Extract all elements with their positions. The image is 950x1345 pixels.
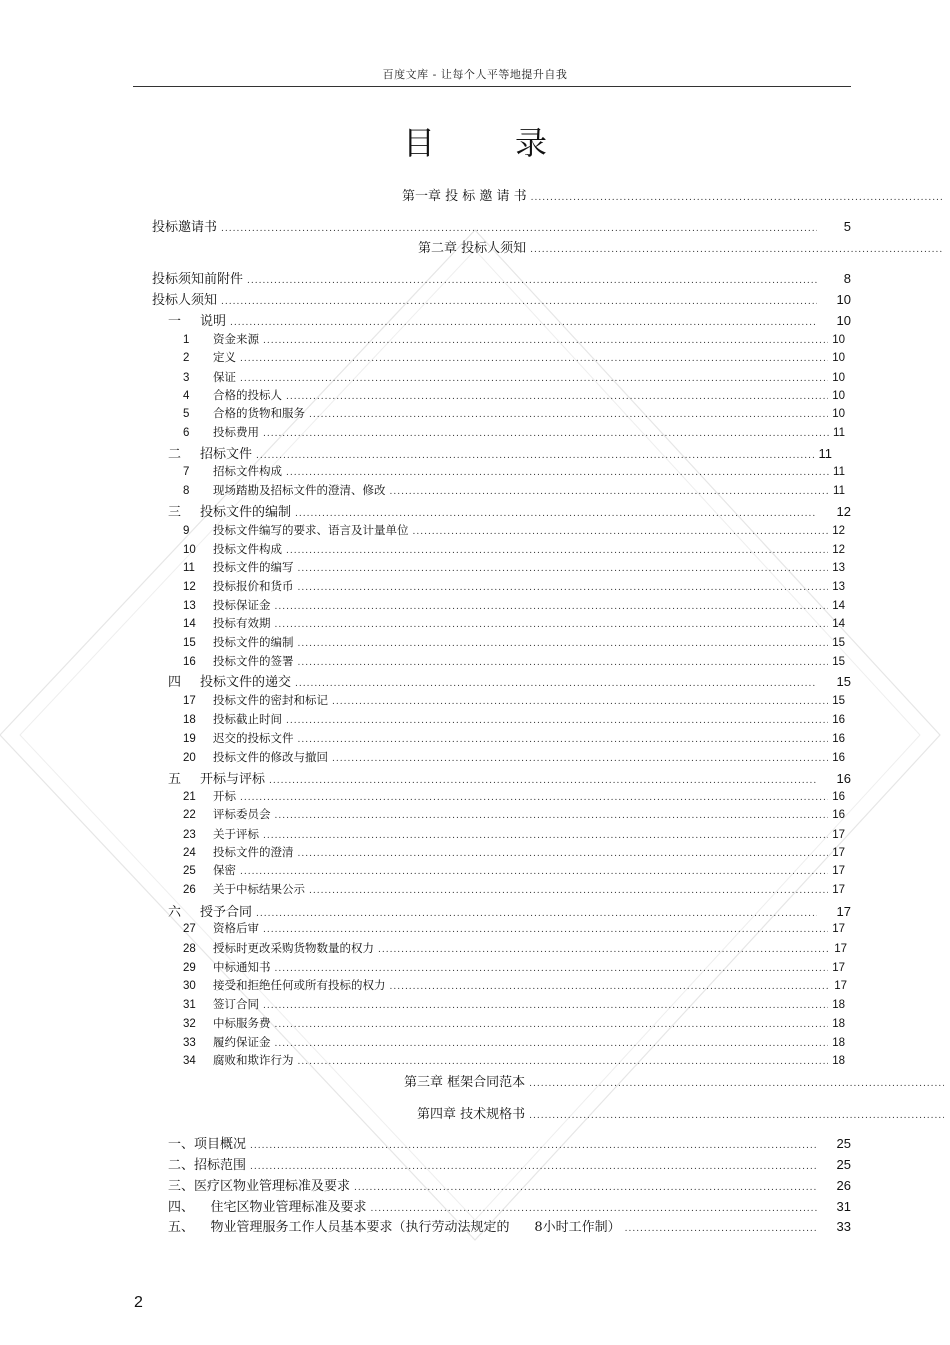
toc-item-label: 投标费用 [213,425,259,439]
page-number: 2 [134,1294,143,1311]
toc-leader [390,487,830,497]
toc-chapter-3[interactable] [404,1071,948,1090]
toc-chapter-label: 第二章 投标人须知 [418,241,527,256]
toc-leader [275,1020,829,1030]
toc-item-label: 评标委员会 [213,807,271,821]
toc-item-number: 7 [183,466,190,478]
toc-page-number: 12 [832,525,845,537]
toc-entry-label: 二、招标范围 [168,1158,247,1173]
toc-leader [378,945,830,955]
toc-section-label: 投标文件的编制 [200,505,292,520]
toc-item-number: 14 [183,618,196,630]
toc-item[interactable] [183,634,845,650]
toc-leader [529,1111,944,1121]
toc-item[interactable] [183,405,845,421]
toc-item[interactable] [183,881,845,897]
toc-page-number: 16 [832,791,845,803]
toc-item[interactable] [183,977,847,993]
toc-page-number: 17 [832,923,845,935]
toc-page-number: 14 [832,600,845,612]
toc-section[interactable] [168,768,851,787]
toc-page-number: 12 [836,504,851,519]
toc-item-number: 33 [183,1037,196,1049]
toc-entry-label: 投标须知前附件 [152,272,244,287]
toc-leader [332,754,828,764]
toc-item-number: 4 [183,390,190,402]
toc-leader [240,867,828,877]
toc-leader [256,451,814,461]
toc-item-number: 34 [183,1055,196,1067]
toc-item[interactable] [183,788,845,804]
toc-leader [298,735,829,745]
toc-item[interactable] [183,692,845,708]
toc-item-number: 31 [183,999,196,1011]
toc-leader [354,1183,817,1193]
toc-item-label: 招标文件构成 [213,464,282,478]
toc-entry-label: 五、 物业管理服务工作人员基本要求（执行劳动法规定的 8小时工作制） [168,1220,621,1235]
toc-section-label: 投标文件的递交 [200,675,292,690]
toc-chapter-4[interactable] [417,1103,948,1122]
toc-page-number: 8 [843,271,851,286]
toc-item[interactable] [183,749,845,765]
toc-item-number: 10 [183,544,196,556]
toc-item-number: 29 [183,962,196,974]
toc-leader [286,716,828,726]
toc-item[interactable] [183,920,845,936]
toc-page-number: 11 [833,485,845,497]
toc-item-number: 25 [183,865,196,877]
toc-item-label: 迟交的投标文件 [213,731,294,745]
toc-leader [309,886,828,896]
toc-leader [529,1079,944,1089]
toc-leader [263,831,828,841]
toc-leader [371,1204,817,1214]
toc-leader [250,1162,817,1172]
toc-page-number: 15 [832,695,845,707]
toc-page-number: 17 [832,884,845,896]
toc-entry[interactable] [168,1133,851,1152]
toc-page-number: 16 [832,733,845,745]
toc-item[interactable] [183,559,845,575]
toc-page-number: 17 [834,943,847,955]
toc-leader [275,811,829,821]
toc-item-number: 26 [183,884,196,896]
toc-leader [531,193,944,203]
toc-item-label: 接受和拒绝任何或所有投标的权力 [213,978,386,992]
toc-page-number: 17 [832,847,845,859]
toc-item-label: 资金来源 [213,332,259,346]
toc-item-number: 6 [183,427,190,439]
toc-page-number: 17 [832,865,845,877]
toc-item-label: 中标通知书 [213,960,271,974]
toc-item-number: 18 [183,714,196,726]
toc-entry[interactable] [152,268,851,287]
toc-item-label: 开标 [213,789,236,803]
toc-item[interactable] [183,482,845,498]
toc-item-label: 投标文件的编制 [213,635,294,649]
toc-leader [625,1224,817,1234]
toc-chapter-1[interactable] [402,185,948,204]
toc-entry[interactable] [168,1216,851,1235]
toc-item-label: 投标文件的编写 [213,560,294,574]
toc-page-number: 26 [836,1178,851,1193]
toc-item-number: 1 [183,334,190,346]
toc-section-number: 四 [168,674,182,689]
toc-page-number: 13 [832,581,845,593]
toc-section-label: 开标与评标 [200,772,266,787]
toc-item[interactable] [183,1052,845,1068]
toc-section-label: 授予合同 [200,905,253,920]
toc-leader [221,224,817,234]
toc-item[interactable] [183,331,845,347]
toc-page-number: 17 [832,962,845,974]
toc-leader [530,245,944,255]
toc-leader [298,639,829,649]
toc-item[interactable] [183,541,845,557]
toc-section-number: 六 [168,904,182,919]
toc-item-number: 2 [183,352,190,364]
header-divider [133,86,851,87]
toc-item[interactable] [183,522,845,538]
toc-item[interactable] [183,349,845,365]
toc-chapter-2[interactable] [418,237,948,256]
toc-leader [286,392,828,402]
toc-item-number: 30 [183,980,196,992]
toc-page-number: 10 [832,352,845,364]
toc-section[interactable] [168,443,832,462]
toc-page-number: 31 [836,1199,851,1214]
toc-page-number: 12 [832,544,845,556]
toc-page-number: 16 [832,714,845,726]
toc-item-label: 合格的投标人 [213,388,282,402]
toc-item-label: 投标文件的签署 [213,654,294,668]
toc-page-number: 11 [833,427,845,439]
toc-item-number: 27 [183,923,196,935]
toc-leader [298,849,829,859]
toc-item-label: 资格后审 [213,921,259,935]
toc-item-number: 19 [183,733,196,745]
toc-item-number: 5 [183,408,190,420]
toc-page-number: 17 [834,980,847,992]
toc-page-number: 18 [832,1018,845,1030]
toc-entry-label: 四、 住宅区物业管理标准及要求 [168,1200,367,1215]
toc-item-label: 投标文件编写的要求、语言及计量单位 [213,523,409,537]
toc-item-label: 投标文件构成 [213,542,282,556]
toc-item-number: 21 [183,791,196,803]
toc-leader [332,697,828,707]
toc-page-number: 17 [836,904,851,919]
page-title: 目录 [402,124,627,162]
toc-item-label: 签订合同 [213,997,259,1011]
toc-page-number: 33 [836,1219,851,1234]
toc-item[interactable] [183,597,845,613]
toc-page-number: 17 [832,829,845,841]
toc-item-number: 17 [183,695,196,707]
toc-item-label: 投标文件的澄清 [213,845,294,859]
toc-leader [263,336,828,346]
toc-item-number: 22 [183,809,196,821]
toc-page-number: 25 [836,1157,851,1172]
toc-entry[interactable] [168,1154,851,1173]
toc-page-number: 10 [836,313,851,328]
toc-section-number: 一 [168,313,182,328]
toc-item-label: 腐败和欺诈行为 [213,1053,294,1067]
toc-item[interactable] [183,806,845,822]
toc-page-number: 15 [836,674,851,689]
toc-page-number: 10 [832,390,845,402]
toc-item-label: 投标报价和货币 [213,579,294,593]
toc-section-label: 说明 [200,314,227,329]
toc-item[interactable] [183,862,845,878]
toc-leader [298,658,829,668]
toc-item-label: 授标时更改采购货物数量的权力 [213,941,374,955]
toc-leader [295,509,817,519]
toc-page-number: 18 [832,1055,845,1067]
toc-item[interactable] [183,615,845,631]
toc-item[interactable] [183,996,845,1012]
toc-entry-label: 投标人须知 [152,293,218,308]
toc-item-label: 关于中标结果公示 [213,882,305,896]
toc-leader [263,925,828,935]
page-header: 百度文库 - 让每个人平等地提升自我 [382,68,568,81]
toc-entry-label: 三、医疗区物业管理标准及要求 [168,1179,351,1194]
toc-item[interactable] [183,424,845,440]
toc-item-number: 11 [183,562,195,574]
toc-leader [269,776,817,786]
toc-item[interactable] [183,730,845,746]
toc-chapter-label: 第四章 技术规格书 [417,1107,526,1122]
toc-page-number: 18 [832,999,845,1011]
toc-leader [275,620,829,630]
toc-leader [390,982,831,992]
toc-item-number: 15 [183,637,196,649]
toc-item-label: 中标服务费 [213,1016,271,1030]
toc-leader [230,318,817,328]
toc-item-label: 投标文件的修改与撤回 [213,750,328,764]
toc-leader [240,793,828,803]
toc-leader [263,1001,828,1011]
toc-item-number: 12 [183,581,196,593]
toc-leader [309,410,828,420]
toc-chapter-label: 第一章 投 标 邀 请 书 [402,189,527,204]
toc-item[interactable] [183,844,845,860]
toc-item-label: 投标保证金 [213,598,271,612]
toc-page-number: 13 [832,562,845,574]
toc-item[interactable] [183,711,845,727]
toc-item[interactable] [183,369,845,385]
toc-section[interactable] [168,310,851,329]
toc-item[interactable] [183,578,845,594]
toc-entry[interactable] [152,216,851,235]
toc-leader [240,354,828,364]
toc-page-number: 11 [833,466,845,478]
toc-item[interactable] [183,1015,845,1031]
toc-leader [221,297,817,307]
toc-section-number: 五 [168,771,182,786]
toc-leader [286,468,829,478]
toc-section[interactable] [168,671,851,690]
toc-section[interactable] [168,501,851,520]
toc-page-number: 14 [832,618,845,630]
toc-item-label: 投标截止时间 [213,712,282,726]
toc-leader [298,564,829,574]
toc-item-label: 合格的货物和服务 [213,406,305,420]
toc-item-number: 23 [183,829,196,841]
toc-leader [275,1039,829,1049]
toc-leader [256,909,817,919]
toc-item-label: 履约保证金 [213,1035,271,1049]
toc-page-number: 16 [832,809,845,821]
toc-page-number: 10 [832,408,845,420]
toc-entry-label: 一、项目概况 [168,1137,247,1152]
toc-entry[interactable] [168,1175,851,1194]
toc-item-number: 13 [183,600,196,612]
toc-leader [275,964,829,974]
toc-item-label: 保密 [213,863,236,877]
toc-leader [275,602,829,612]
toc-item-label: 现场踏勘及招标文件的澄清、修改 [213,483,386,497]
toc-item-number: 8 [183,485,190,497]
toc-page-number: 16 [836,771,851,786]
toc-item-number: 32 [183,1018,196,1030]
toc-section[interactable] [168,901,851,920]
toc-item[interactable] [183,959,845,975]
toc-page-number: 15 [832,637,845,649]
toc-item[interactable] [183,463,845,479]
toc-item-label: 投标文件的密封和标记 [213,693,328,707]
toc-page-number: 10 [832,334,845,346]
toc-leader [240,374,828,384]
toc-item-label: 定义 [213,350,236,364]
toc-entry[interactable] [168,1196,851,1215]
toc-item-number: 28 [183,943,196,955]
toc-entry-label: 投标邀请书 [152,220,218,235]
toc-leader [298,1057,829,1067]
toc-item-number: 16 [183,656,196,668]
toc-leader [298,583,829,593]
toc-page-number: 10 [836,292,851,307]
toc-page-number: 25 [836,1136,851,1151]
toc-entry[interactable] [152,289,851,308]
toc-leader [247,276,817,286]
toc-page-number: 16 [832,752,845,764]
toc-item-number: 24 [183,847,196,859]
toc-section-number: 三 [168,504,182,519]
toc-page-number: 15 [832,656,845,668]
toc-leader [263,429,829,439]
toc-item-label: 投标有效期 [213,616,271,630]
toc-page-number: 5 [843,219,851,234]
toc-page-number: 10 [832,372,845,384]
toc-page-number: 18 [832,1037,845,1049]
toc-item[interactable] [183,387,845,403]
toc-chapter-label: 第三章 框架合同范本 [404,1075,526,1090]
toc-leader [413,527,829,537]
toc-item[interactable] [183,653,845,669]
toc-item[interactable] [183,826,845,842]
toc-page-number: 11 [818,446,832,461]
toc-section-number: 二 [168,446,182,461]
toc-item[interactable] [183,1034,845,1050]
toc-item-label: 保证 [213,370,236,384]
toc-item[interactable] [183,940,847,956]
toc-item-label: 关于评标 [213,827,259,841]
toc-section-label: 招标文件 [200,447,253,462]
toc-item-number: 9 [183,525,190,537]
toc-item-number: 3 [183,372,190,384]
toc-leader [295,679,817,689]
toc-leader [250,1141,817,1151]
toc-leader [286,546,828,556]
toc-item-number: 20 [183,752,196,764]
